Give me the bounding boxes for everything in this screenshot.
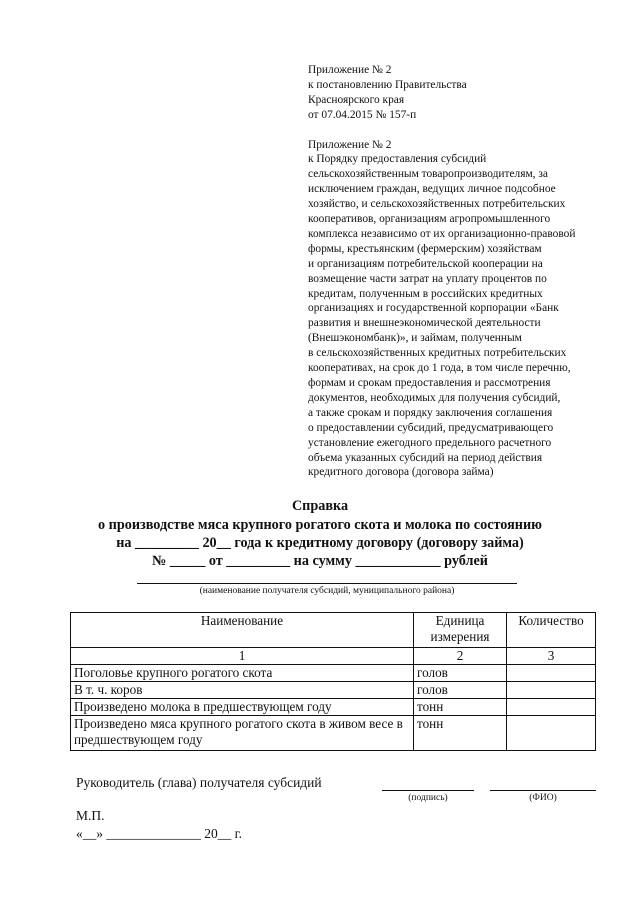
row-unit: голов [414, 665, 507, 682]
recipient-name-line [137, 583, 517, 584]
header-unit: Единица измерения [414, 613, 507, 648]
appendix-line: а также срокам и порядку заключения соглашения [308, 406, 553, 419]
row-unit: тонн [414, 699, 507, 716]
row-unit: голов [414, 682, 507, 699]
row-quantity[interactable] [507, 716, 596, 751]
appendix-line: кредитного договора (договора займа) [308, 466, 494, 479]
row-quantity[interactable] [507, 699, 596, 716]
appendix-line: формам и срокам предоставления и рассмотрения [308, 377, 551, 390]
date-line: «__» ______________ 20__ г. [76, 826, 243, 841]
appendix-line: организациях и государственной корпорации «Банк [308, 302, 559, 315]
appendix-line: от 07.04.2015 № 157-п [308, 108, 417, 121]
appendix-line: Приложение № 2 [308, 64, 392, 76]
column-number: 3 [507, 648, 596, 665]
table-row [71, 682, 596, 699]
header-quantity: Количество [507, 613, 596, 648]
appendix-line: возмещение части затрат на уплату процентов по [308, 272, 547, 285]
name-caption: (ФИО) [529, 793, 557, 803]
head-label: Руководитель (глава) получателя субсидий [76, 775, 322, 790]
row-unit: тонн [414, 716, 507, 751]
signature-caption: (подпись) [408, 793, 448, 803]
appendix-line: исключением граждан, ведущих личное подсобное [308, 183, 556, 196]
appendix-line: к постановлению Правительства [308, 78, 467, 91]
table-row [71, 716, 596, 751]
appendix-line: формы, крестьянским (фермерским) хозяйствам [308, 242, 542, 255]
table-row [71, 699, 596, 716]
table-row [71, 665, 596, 682]
appendix-line: кооперативах, на срок до 1 года, в том числе перечню, [308, 362, 571, 375]
appendix-block [308, 63, 608, 480]
appendix-line: к Порядку предоставления субсидий [308, 153, 487, 166]
appendix-line: объема указанных субсидий на период действия [308, 451, 543, 464]
appendix-gap [308, 123, 608, 138]
appendix-line: кооперативов, организациям агропромышленного [308, 213, 551, 226]
appendix-line: кредитам, полученным в российских кредитных [308, 287, 543, 300]
column-number: 1 [71, 648, 414, 665]
appendix-line: Приложение № 2 [308, 138, 392, 151]
row-quantity[interactable] [507, 682, 596, 699]
name-line [490, 790, 596, 791]
document-subtitle: о производстве мяса крупного рогатого скота и молока по состоянию [98, 517, 542, 533]
row-name: Произведено молока в предшествующем году [71, 699, 414, 716]
table-header-row [71, 613, 596, 648]
appendix-line: в сельскохозяйственных кредитных потребительских [308, 347, 567, 360]
row-quantity[interactable] [507, 665, 596, 682]
column-number: 2 [414, 648, 507, 665]
document-title: Справка [291, 498, 349, 514]
recipient-caption: (наименование получателя субсидий, муниципального района) [199, 586, 455, 596]
appendix-line: комплекса независимо от их организационно-правовой [308, 227, 576, 240]
header-name: Наименование [71, 613, 414, 648]
appendix-line: о предоставлении субсидий, предусматривающего [308, 421, 554, 434]
appendix-line: и организациям потребительской кооперации на [308, 257, 543, 270]
appendix-line: установление ежегодного предельного расчетного [308, 436, 552, 449]
signature-line [382, 790, 474, 791]
appendix-line: хозяйство, и сельскохозяйственных потребительских [308, 198, 566, 211]
row-name: Поголовье крупного рогатого скота [71, 665, 414, 682]
row-name: Произведено мяса крупного рогатого скота в живом весе в предшествующем году [71, 716, 414, 751]
appendix-line: развития и внешнеэкономической деятельности [308, 317, 541, 330]
appendix-line: сельскохозяйственным товаропроизводителям, за [308, 168, 548, 181]
table-number-row [71, 648, 596, 665]
stamp-label: М.П. [76, 808, 105, 823]
row-name: В т. ч. коров [71, 682, 414, 699]
document-date-line: на _________ 20__ года к кредитному договору (договору займа) [116, 535, 524, 551]
appendix-line: Красноярского края [308, 93, 405, 106]
production-table [70, 612, 596, 751]
appendix-line: документов, необходимых для получения субсидий, [308, 391, 561, 404]
document-contract-line: № _____ от _________ на сумму ____________ рублей [152, 553, 488, 569]
appendix-line: (Внешэкономбанк)», и займам, полученным [308, 332, 522, 345]
